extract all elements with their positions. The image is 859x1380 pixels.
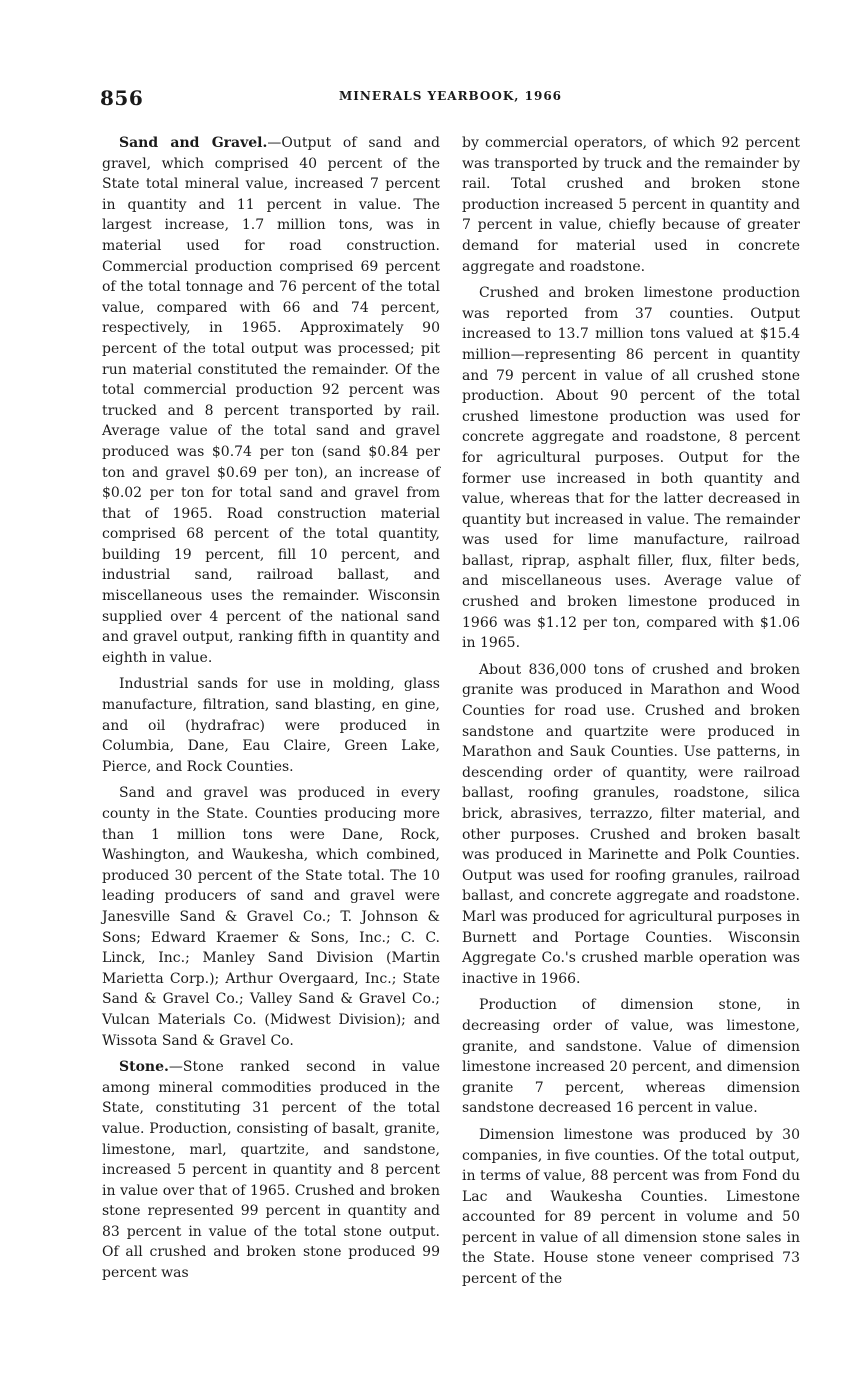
left-column (102, 133, 440, 1290)
section-heading-sand-and-gravel: Sand and Gravel. (119, 135, 268, 151)
paragraph-text: —Stone ranked second in value among mineral commodities produced in the State, constituting 31 percent of the total value. Production, consisting of basalt, granite, limestone, marl, quartzite, and sandstone, increased 5 percent in quantity and 8 percent in value over that of 1965. Crushed and broken stone represented 99 percent in quantity and 83 percent in value of the total stone output. Of all crushed and broken stone produced 99 percent was (102, 1059, 440, 1282)
section-heading-stone: Stone. (119, 1059, 169, 1076)
paragraph-dimension-limestone: Dimension limestone was produced by 30 companies, in five counties. Of the total output, in terms of value, 88 percent was from Fond du Lac and Waukesha Counties. Limestone accounted for 89 percent in volume and 50 percent in value of all dimension stone sales in the State. House stone veneer comprised 73 percent of the (462, 1126, 800, 1288)
running-title: MINERALS YEARBOOK, 1966 (338, 89, 563, 103)
page-number: 856 (100, 86, 144, 110)
right-column (462, 133, 800, 1296)
paragraph-limestone: Crushed and broken limestone production was reported from 37 counties. Output increased to 13.7 million tons valued at $15.4 million—representing 86 percent in quantity and 79 percent in value of all crushed stone production. About 90 percent of the total crushed limestone production was used for concrete aggregate and roadstone, 8 percent for agricultural purposes. Output for the former use increased in both quantity and value, whereas that for the latter decreased in quantity but increased in value. The remainder was used for lime manufacture, railroad ballast, riprap, asphalt filler, flux, filter beds, and miscellaneous uses. Average value of crushed and broken limestone produced in 1966 was $1.12 per ton, compared with $1.06 in 1965. (462, 285, 800, 652)
paragraph-text: —Output of sand and gravel, which comprised 40 percent of the State total mineral value, increased 7 percent in quantity and 11 percent in value. The largest increase, 1.7 million tons, was in material used for road construction. Commercial production comprised 69 percent of the total tonnage and 76 percent of the total value, compared with 66 and 74 percent, respectively, in 1965. Approximately 90 percent of the total output was processed; pit run material constituted the remainder. Of the total commercial production 92 percent was trucked and 8 percent transported by rail. Average value of the total sand and gravel produced was $0.74 per ton (sand $0.84 per ton and gravel $0.69 per ton), an increase of $0.02 per ton for total sand and gravel from that of 1965. Road construction material comprised 68 percent of the total quantity, building 19 percent, fill 10 percent, and industrial sand, railroad ballast, and miscellaneous uses the remainder. Wisconsin supplied over 4 percent of the national sand and gravel output, ranking fifth in quantity and eighth in value. (102, 135, 440, 666)
paragraph-continued: by commercial operators, of which 92 percent was transported by truck and the remainder by rail. Total crushed and broken stone production increased 5 percent in quantity and 7 percent in value, chiefly because of greater demand for material used in concrete aggregate and roadstone. (462, 135, 800, 275)
paragraph-stone (102, 1057, 440, 1284)
paragraph-granite-sandstone: About 836,000 tons of crushed and broken granite was produced in Marathon and Wood Counties for road use. Crushed and broken sandstone and quartzite were produced in Marathon and Sauk Counties. Use patterns, in descending order of quantity, were railroad ballast, roofing granules, roadstone, silica brick, abrasives, terrazzo, filter material, and other purposes. Crushed and broken basalt was produced in Marinette and Polk Counties. Output was used for roofing granules, railroad ballast, and concrete aggregate and roadstone. Marl was produced for agricultural purposes in Burnett and Portage Counties. Wisconsin Aggregate Co.'s crushed marble operation was inactive in 1966. (462, 661, 800, 987)
paragraph-county-production: Sand and gravel was produced in every county in the State. Counties producing more than 1 million tons were Dane, Rock, Washington, and Waukesha, which combined, produced 30 percent of the State total. The 10 leading producers of sand and gravel were Janesville Sand & Gravel Co.; T. Johnson & Sons; Edward Kraemer & Sons, Inc.; C. C. Linck, Inc.; Manley Sand Division (Martin Marietta Corp.); Arthur Overgaard, Inc.; State Sand & Gravel Co.; Valley Sand & Gravel Co.; Vulcan Materials Co. (Midwest Division); and Wissota Sand & Gravel Co. (102, 785, 440, 1049)
paragraph-dimension-stone: Production of dimension stone, in decreasing order of value, was limestone, granite, and sandstone. Value of dimension limestone increased 20 percent, and dimension granite 7 percent, whereas dimension sandstone decreased 16 percent in value. (462, 997, 800, 1117)
paragraph-sand-and-gravel (102, 133, 440, 668)
paragraph-industrial-sands: Industrial sands for use in molding, glass manufacture, filtration, sand blasting, en gine, and oil (hydrafrac) were produced in Columbia, Dane, Eau Claire, Green Lake, Pierce, and Rock Counties. (102, 676, 440, 775)
